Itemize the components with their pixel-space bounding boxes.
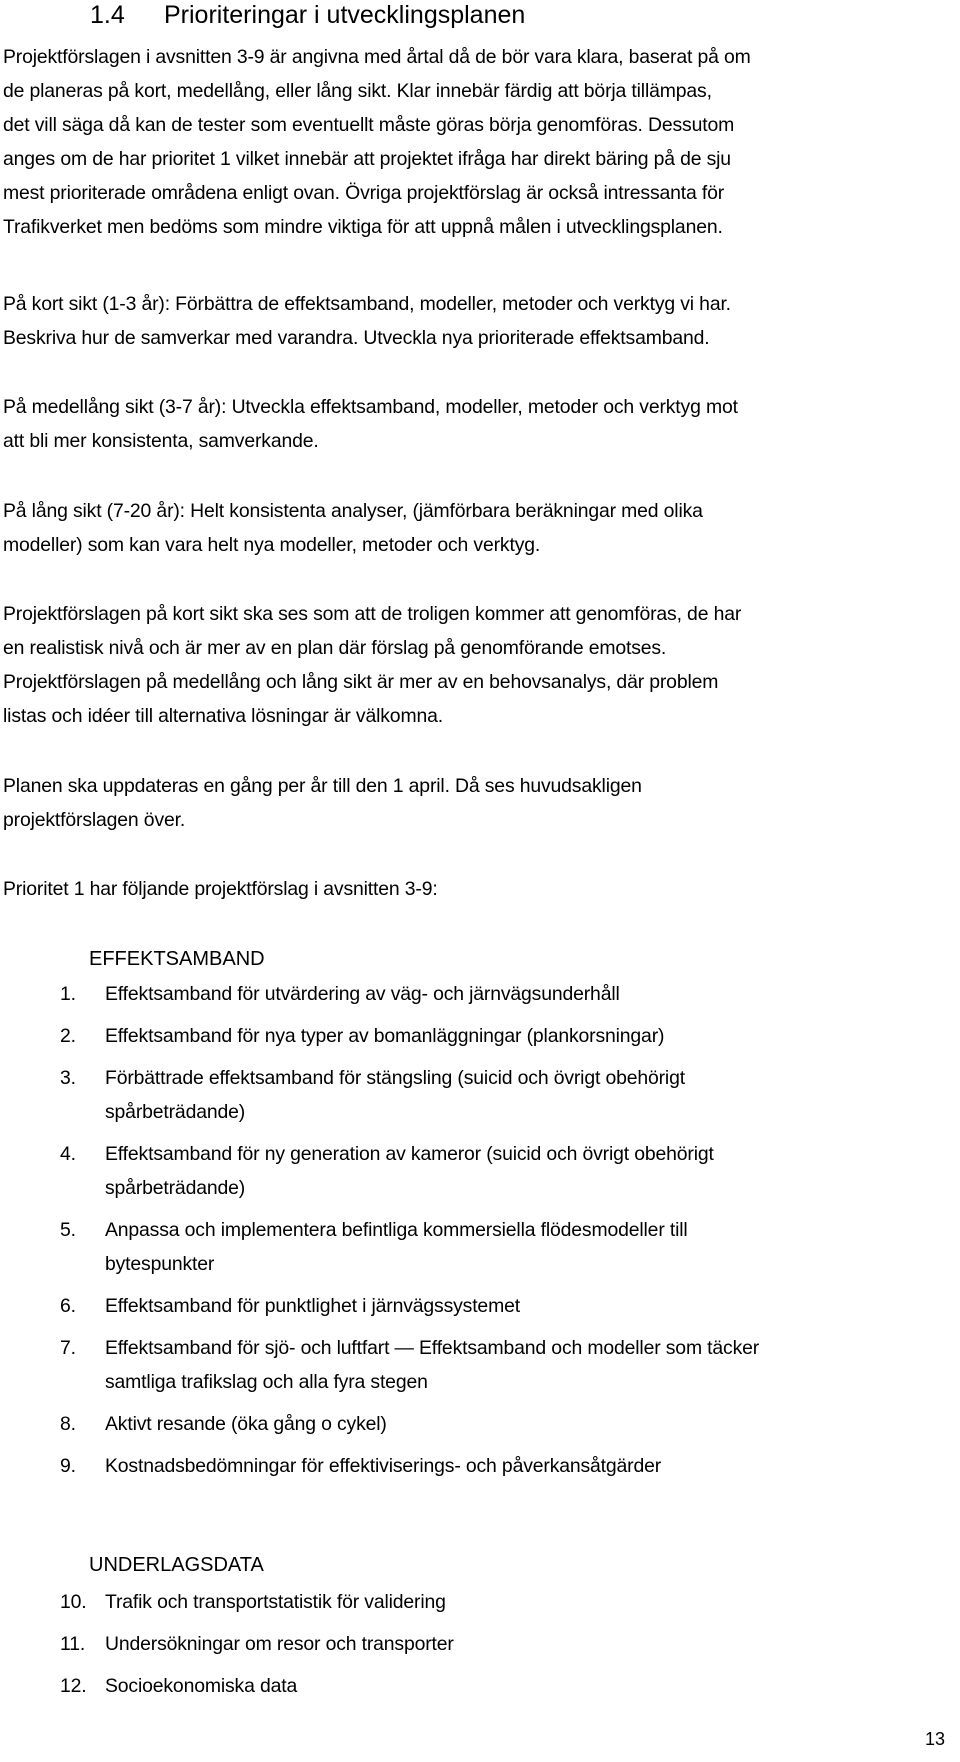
paragraph-short-term	[3, 287, 953, 355]
text-line: Projektförslagen på medellång och lång sikt är mer av en behovsanalys, där problem	[3, 671, 719, 693]
list-item-number: 2.	[60, 1025, 76, 1047]
text-line: Beskriva hur de samverkar med varandra. Utveckla nya prioriterade effektsamband.	[3, 327, 710, 349]
text-line: mest prioriterade områdena enligt ovan. Övriga projektförslag är också intressanta för	[3, 182, 725, 204]
text-line: det vill säga då kan de tester som eventuellt måste göras börja genomföras. Dessutom	[3, 114, 735, 136]
list-item-number: 5.	[60, 1219, 76, 1241]
list-item-text: Undersökningar om resor och transporter	[105, 1633, 454, 1655]
text-line: de planeras på kort, medellång, eller lång sikt. Klar innebär färdig att börja tillämpas,	[3, 80, 712, 102]
list-item-text: samtliga trafikslag och alla fyra stegen	[105, 1371, 428, 1393]
paragraph-proposals-nature	[3, 597, 953, 733]
text-line: att bli mer konsistenta, samverkande.	[3, 430, 319, 452]
text-line: listas och idéer till alternativa lösningar är välkomna.	[3, 705, 443, 727]
list-item-text: Effektsamband för nya typer av bomanläggningar (plankorsningar)	[105, 1025, 665, 1047]
text-line: modeller) som kan vara helt nya modeller, metoder och verktyg.	[3, 534, 541, 556]
text-line: På lång sikt (7-20 år): Helt konsistenta analyser, (jämförbara beräkningar med olika	[3, 500, 703, 522]
list-item-number: 9.	[60, 1455, 76, 1477]
list-item-number: 3.	[60, 1067, 76, 1089]
text-line: Projektförslagen på kort sikt ska ses som att de troligen kommer att genomföras, de har	[3, 603, 742, 625]
paragraph-medium-term	[3, 390, 953, 458]
text-line: Planen ska uppdateras en gång per år till den 1 april. Då ses huvudsakligen	[3, 775, 642, 797]
text-line: Prioritet 1 har följande projektförslag i avsnitten 3-9:	[3, 878, 438, 900]
list-item-text: Anpassa och implementera befintliga kommersiella flödesmodeller till	[105, 1219, 688, 1241]
list-item-number: 8.	[60, 1413, 76, 1435]
page-number: 13	[925, 1729, 946, 1749]
list-item-text: bytespunkter	[105, 1253, 215, 1275]
paragraph-long-term	[3, 494, 953, 562]
list-item-text: Socioekonomiska data	[105, 1675, 298, 1697]
group-heading-underlagsdata: UNDERLAGSDATA	[89, 1554, 264, 1576]
paragraph-priority-one-intro	[3, 872, 953, 906]
list-item-text: Effektsamband för sjö- och luftfart — Effektsamband och modeller som täcker	[105, 1337, 760, 1359]
list-item-number: 7.	[60, 1337, 76, 1359]
list-item-text: Aktivt resande (öka gång o cykel)	[105, 1413, 387, 1435]
section-number: 1.4	[90, 1, 125, 29]
text-line: På kort sikt (1-3 år): Förbättra de effektsamband, modeller, metoder och verktyg vi har.	[3, 293, 731, 315]
paragraph-plan-update	[3, 769, 953, 837]
list-item-text: Effektsamband för utvärdering av väg- och järnvägsunderhåll	[105, 983, 620, 1005]
text-line: Projektförslagen i avsnitten 3-9 är angivna med årtal då de bör vara klara, baserat på om	[3, 46, 751, 68]
section-heading	[90, 0, 525, 30]
list-item-number: 1.	[60, 983, 76, 1005]
list-item-text: Effektsamband för ny generation av kameror (suicid och övrigt obehörigt	[105, 1143, 714, 1165]
list-item-number: 11.	[60, 1633, 86, 1655]
list-item-number: 4.	[60, 1143, 76, 1165]
text-line: en realistisk nivå och är mer av en plan där förslag på genomförande emotses.	[3, 637, 667, 659]
list-item-text: Kostnadsbedömningar för effektiviserings- och påverkansåtgärder	[105, 1455, 662, 1477]
list-item-text: Effektsamband för punktlighet i järnvägssystemet	[105, 1295, 520, 1317]
list-item-text: Förbättrade effektsamband för stängsling (suicid och övrigt obehörigt	[105, 1067, 685, 1089]
text-line: På medellång sikt (3-7 år): Utveckla effektsamband, modeller, metoder och verktyg mot	[3, 396, 738, 418]
list-item-number: 10.	[60, 1591, 87, 1613]
paragraph-priorities-intro	[3, 40, 953, 244]
list-item-text: spårbeträdande)	[105, 1101, 246, 1123]
text-line: anges om de har prioritet 1 vilket innebär att projektet ifråga har direkt bäring på de sju	[3, 148, 731, 170]
list-item-text: spårbeträdande)	[105, 1177, 246, 1199]
group-heading-effektsamband: EFFEKTSAMBAND	[89, 948, 265, 970]
list-item-number: 12.	[60, 1675, 87, 1697]
section-title: Prioriteringar i utvecklingsplanen	[164, 1, 526, 29]
text-line: Trafikverket men bedöms som mindre viktiga för att uppnå målen i utvecklingsplanen.	[3, 216, 723, 238]
list-item-number: 6.	[60, 1295, 76, 1317]
list-item-text: Trafik och transportstatistik för validering	[105, 1591, 446, 1613]
text-line: projektförslagen över.	[3, 809, 186, 831]
